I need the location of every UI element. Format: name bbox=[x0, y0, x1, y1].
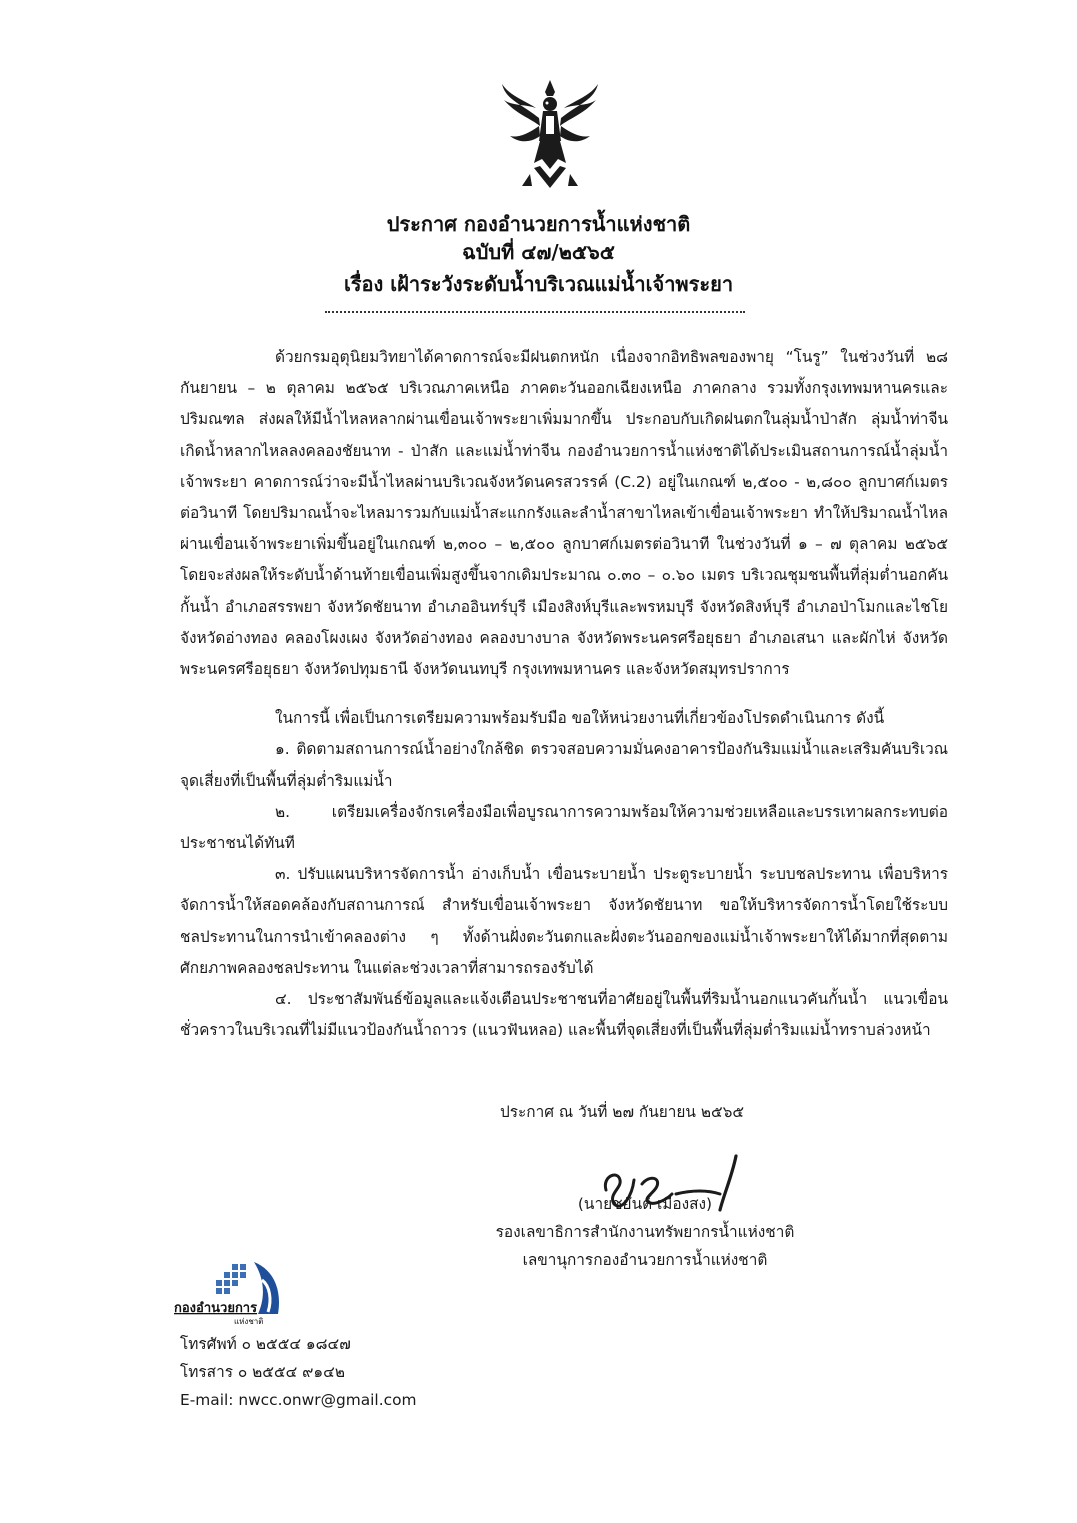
svg-text:กองอำนวยการ: กองอำนวยการ bbox=[174, 1300, 258, 1315]
announcement-body bbox=[180, 342, 948, 1046]
email-address: E-mail: nwcc.onwr@gmail.com bbox=[180, 1391, 417, 1409]
action-item-4: ๔. ประชาสัมพันธ์ข้อมูลและแจ้งเตือนประชาชนที่อาศัยอยู่ในพื้นที่ริมน้ำนอกแนวคันกั้นน้ำ แนวเขื่อนชั่วคราวในบริเวณที่ไม่มีแนวป้องกันน้ำถาวร (แนวฟันหลอ) และพื้นที่จุดเสี่ยงที่เป็นพื้นที่ลุ่มต่ำริมแม่น้ำทราบล่วงหน้า bbox=[180, 990, 948, 1040]
signer-title: รองเลขาธิการสำนักงานทรัพยากรน้ำแห่งชาติ bbox=[495, 1223, 795, 1241]
action-item-1: ๑. ติดตามสถานการณ์น้ำอย่างใกล้ชิด ตรวจสอบความมั่นคงอาคารป้องกันริมแม่น้ำและเสริมคันบริเวณจุดเสี่ยงที่เป็นพื้นที่ลุ่มต่ำริมแม่น้ำ bbox=[180, 740, 948, 790]
svg-text:แห่งชาติ: แห่งชาติ bbox=[234, 1317, 264, 1326]
garuda-emblem-icon bbox=[500, 78, 600, 196]
signature-block bbox=[480, 1190, 810, 1274]
signer-title-secondary: เลขานุการกองอำนวยการน้ำแห่งชาติ bbox=[522, 1251, 768, 1269]
action-item-2: ๒. เตรียมเครื่องจักรเครื่องมือเพื่อบูรณาการความพร้อมให้ความช่วยเหลือและบรรเทาผลกระทบต่อประชาชนได้ทันที bbox=[180, 802, 948, 853]
body-paragraph-1: ด้วยกรมอุตุนิยมวิทยาได้คาดการณ์จะมีฝนตกหนัก เนื่องจากอิทธิพลของพายุ “โนรู” ในช่วงวันที่ ๒๘ กันยายน – ๒ ตุลาคม ๒๕๖๕ บริเวณภาคเหนือ ภาคตะวันออกเฉียงเหนือ ภาคกลาง รวมทั้งกรุงเทพมหานครและปริมณฑล ส่งผลให้มีน้ำไหลหลากผ่านเขื่อนเจ้าพระยาเพิ่มมากขึ้น ประกอบกับเกิดฝนตกในลุ่มน้ำป่าสัก ลุ่มน้ำท่าจีน เกิดน้ำหลากไหลลงคลองชัยนาท - ป่าสัก และแม่น้ำท่าจีน กองอำนวยการน้ำแห่งชาติได้ประเมินสถานการณ์น้ำลุ่มน้ำเจ้าพระยา คาดการณ์ว่าจะมีน้ำไหลผ่านบริเวณจังหวัดนครสวรรค์ (C.2) อยู่ในเกณฑ์ ๒,๕๐๐ - ๒,๘๐๐ ลูกบาศก์เมตรต่อวินาที โดยปริมาณน้ำจะไหลมารวมกับแม่น้ำสะแกกรังและลำน้ำสาขาไหลเข้าเขื่อนเจ้าพระยา ทำให้ปริมาณน้ำไหลผ่านเขื่อนเจ้าพระยาเพิ่มขึ้นอยู่ในเกณฑ์ ๒,๓๐๐ – ๒,๕๐๐ ลูกบาศก์เมตรต่อวินาที ในช่วงวันที่ ๑ – ๗ ตุลาคม ๒๕๖๕ โดยจะส่งผลให้ระดับน้ำด้านท้ายเขื่อนเพิ่มสูงขึ้นจากเดิมประมาณ ๐.๓๐ – ๐.๖๐ เมตร บริเวณชุมชนพื้นที่ลุ่มต่ำนอกคันกั้นน้ำ อำเภอสรรพยา จังหวัดชัยนาท อำเภออินทร์บุรี เมืองสิงห์บุรีและพรหมบุรี จังหวัดสิงห์บุรี อำเภอป่าโมกและไชโย จังหวัดอ่างทอง คลองโผงเผง จังหวัดอ่างทอง คลองบางบาล จังหวัดพระนครศรีอยุธยา อำเภอเสนา และผักไห่ จังหวัดพระนครศรีอยุธยา จังหวัดปทุมธานี จังหวัดนนทบุรี กรุงเทพมหานคร และจังหวัดสมุทรปราการ bbox=[180, 348, 948, 679]
announcement-number: ฉบับที่ ๔๗/๒๕๖๕ bbox=[462, 240, 615, 264]
nwcc-logo-icon bbox=[172, 1260, 296, 1328]
announcement-title: ประกาศ กองอำนวยการน้ำแห่งชาติ bbox=[386, 212, 691, 236]
fax-number: โทรสาร ๐ ๒๕๕๔ ๙๑๔๒ bbox=[180, 1363, 345, 1381]
signer-name: (นายชยันต์ เมืองสง) bbox=[577, 1195, 713, 1213]
announcement-date: ประกาศ ณ วันที่ ๒๗ กันยายน ๒๕๖๕ bbox=[500, 1103, 745, 1121]
action-item-3: ๓. ปรับแผนบริหารจัดการน้ำ อ่างเก็บน้ำ เขื่อนระบายน้ำ ประตูระบายน้ำ ระบบชลประทาน เพื่อบริหารจัดการน้ำให้สอดคล้องกับสถานการณ์ สำหรับเขื่อนเจ้าพระยา จังหวัดชัยนาท ขอให้บริหารจัดการน้ำโดยใช้ระบบชลประทานในการนำเข้าคลองต่าง ๆ ทั้งด้านฝั่งตะวันตกและฝั่งตะวันออกของแม่น้ำเจ้าพระยาให้ได้มากที่สุดตามศักยภาพคลองชลประทาน ในแต่ละช่วงเวลาที่สามารถรองรับได้ bbox=[180, 865, 948, 977]
body-paragraph-2: ในการนี้ เพื่อเป็นการเตรียมความพร้อมรับมือ ขอให้หน่วยงานที่เกี่ยวข้องโปรดดำเนินการ ดังนี้ bbox=[275, 709, 885, 728]
contact-info bbox=[180, 1330, 416, 1414]
announcement-subject: เรื่อง เฝ้าระวังระดับน้ำบริเวณแม่น้ำเจ้าพระยา bbox=[343, 272, 734, 296]
phone-number: โทรศัพท์ ๐ ๒๕๕๔ ๑๘๔๗ bbox=[180, 1335, 351, 1353]
dotted-divider bbox=[325, 311, 745, 313]
